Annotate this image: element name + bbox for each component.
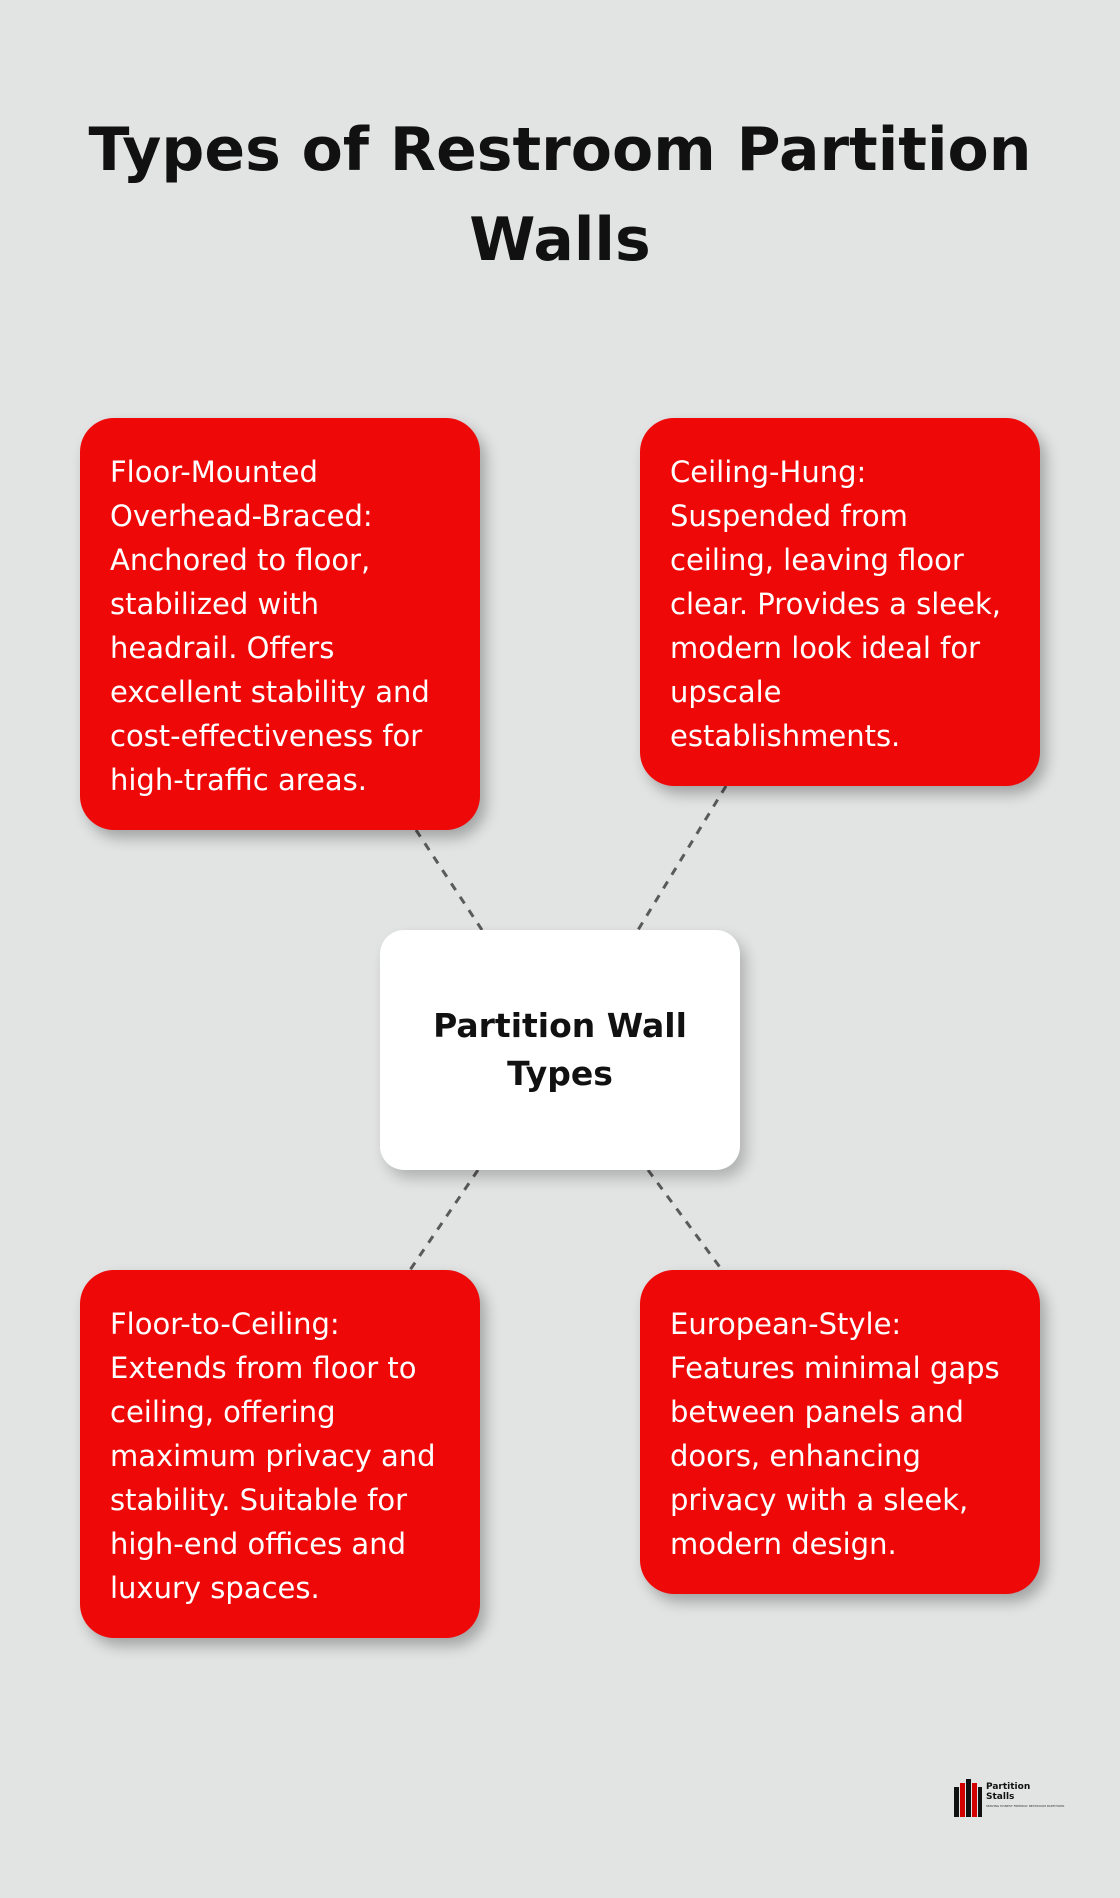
card-text: Ceiling-Hung: Suspended from ceiling, leaving floor clear. Provides a sleek, modern look ideal for upscale establishments. bbox=[670, 455, 1001, 753]
connector-top-right bbox=[638, 786, 726, 930]
card-text: European-Style: Features minimal gaps between panels and doors, enhancing privacy with a sleek, modern design. bbox=[670, 1307, 1000, 1561]
card-floor-mounted-overhead-braced bbox=[80, 418, 480, 830]
partition-stalls-logo-icon bbox=[954, 1779, 982, 1817]
logo-name: Partition Stalls bbox=[986, 1782, 1031, 1802]
card-text: Floor-to-Ceiling: Extends from floor to ceiling, offering maximum privacy and stability. Suitable for high-end offices and luxury spaces. bbox=[110, 1307, 436, 1605]
connector-bottom-left bbox=[410, 1170, 478, 1270]
card-european-style bbox=[640, 1270, 1040, 1594]
page-title: Types of Restroom Partition Walls bbox=[88, 115, 1032, 275]
card-ceiling-hung bbox=[640, 418, 1040, 786]
card-text: Floor-Mounted Overhead-Braced: Anchored to floor, stabilized with headrail. Offers excellent stability and cost-effectiveness for high-traffic areas. bbox=[110, 455, 430, 797]
logo-tagline: SERVING HONEST FRIENDLY RESTROOM PARTITIONS bbox=[986, 1804, 1065, 1808]
brand-logo bbox=[954, 1777, 1065, 1817]
center-label: Partition Wall Types bbox=[433, 1006, 687, 1093]
connector-top-left bbox=[416, 830, 482, 930]
center-node bbox=[380, 930, 740, 1170]
connector-bottom-right bbox=[648, 1170, 722, 1270]
card-floor-to-ceiling bbox=[80, 1270, 480, 1638]
